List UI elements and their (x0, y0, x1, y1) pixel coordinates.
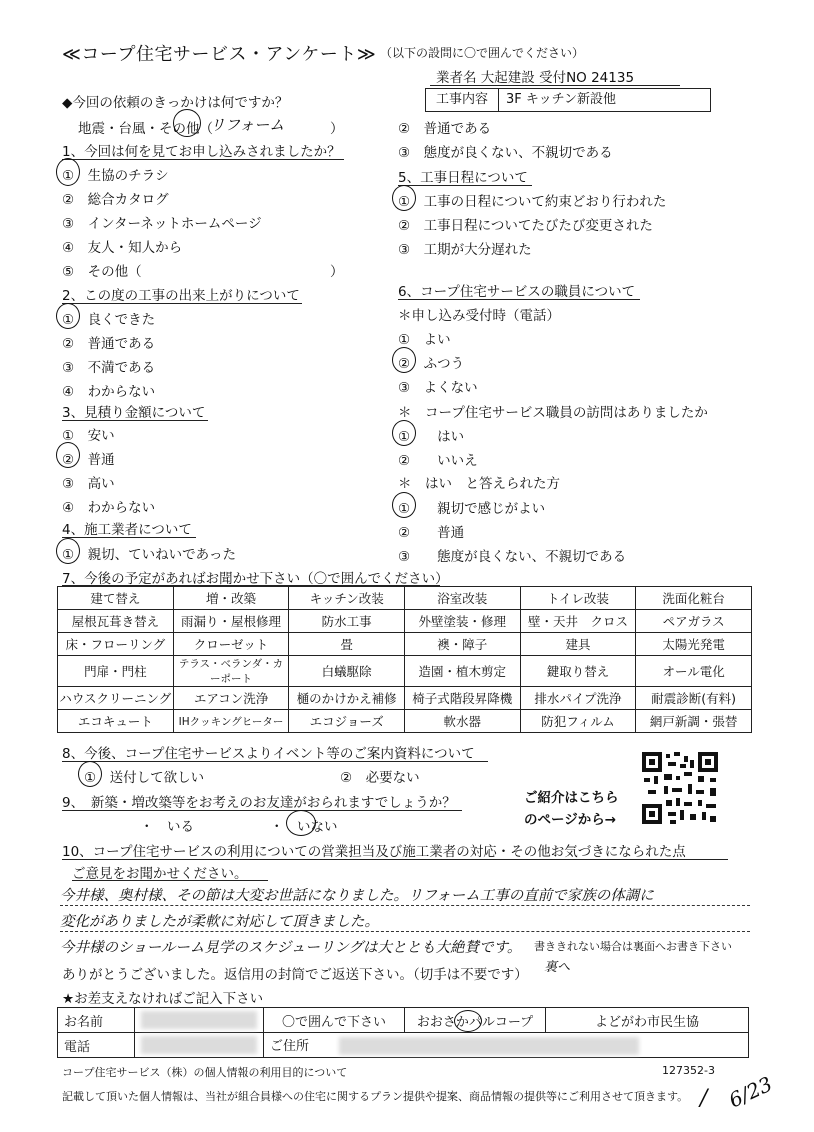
answer-circle (78, 761, 102, 787)
grid-cell[interactable]: 白蟻駆除 (289, 656, 405, 687)
form-code: 127352-3 (662, 1064, 715, 1077)
grid-row (58, 587, 752, 610)
grid-cell[interactable]: 門扉・門柱 (58, 656, 174, 687)
grid-row (58, 633, 752, 656)
grid-cell[interactable]: 網戸新調・張替 (636, 710, 752, 733)
answer-circle (56, 538, 80, 564)
grid-cell[interactable]: 耐震診断(有料) (636, 687, 752, 710)
redacted-address (339, 1037, 639, 1055)
q7-heading: 7、今後の予定があればお聞かせ下さい（〇で囲んでください） (62, 571, 449, 587)
qr-code-icon[interactable] (640, 750, 720, 826)
grid-cell[interactable]: 防水工事 (289, 610, 405, 633)
q10-underline (62, 858, 728, 860)
grid-cell[interactable]: 床・フローリング (58, 633, 174, 656)
address-field[interactable] (264, 1033, 749, 1058)
q1-heading: 1、今回は何を見てお申し込みされましたか？ (62, 144, 341, 160)
handwritten-date: 6/23 (725, 1071, 776, 1113)
q2-item: ① 良くできた (62, 312, 156, 328)
grid-row (58, 687, 752, 710)
grid-row (58, 656, 752, 687)
contact-info-table (57, 1007, 749, 1058)
grid-cell[interactable]: 壁・天井 クロス (520, 610, 636, 633)
closing-text: ありがとうございました。返信用の封筒でご返送下さい。（切手は不要です） (62, 967, 528, 983)
q6-sub1-item: ① よい (398, 332, 451, 348)
comment-line: 今井様のショールーム見学のスケジューリングは大ととも大絶賛です。 (60, 940, 522, 956)
q5-heading: 5、工事日程について (398, 170, 528, 186)
grid-cell[interactable]: 防犯フィルム (520, 710, 636, 733)
grid-cell[interactable]: 軟水器 (404, 710, 520, 733)
comment-line: 今井様、奥村様、その節は大変お世話になりました。リフォーム工事の直前で家族の体調に (60, 888, 654, 904)
referral-line2: のページから→ (524, 812, 617, 828)
q0-question: ◆今回の依頼のきっかけは何ですか？ (62, 95, 289, 111)
comment-rule (60, 931, 750, 932)
grid-cell[interactable]: キッチン改装 (289, 587, 405, 610)
grid-row (58, 710, 752, 733)
grid-cell[interactable]: 鍵取り替え (520, 656, 636, 687)
grid-cell[interactable]: エコジョーズ (289, 710, 405, 733)
grid-cell[interactable]: 外壁塗装・修理 (404, 610, 520, 633)
q6-sub3-item: ③ 態度が良くない、不親切である (398, 549, 627, 565)
q6-sub1-item: ② ふつう (398, 356, 465, 372)
q6-sub2-item: ② いいえ (398, 453, 478, 469)
redacted-phone (141, 1036, 257, 1054)
q5-item: ② 工事日程についてたびたび変更された (398, 218, 653, 234)
q6-sub2: ＊ コープ住宅サービス職員の訪問はありましたか (398, 405, 708, 421)
q0-answer: リフォーム (210, 116, 285, 134)
answer-circle (56, 158, 80, 186)
q6-underline (398, 298, 640, 300)
q8-heading: 8、今後、コープ住宅サービスよりイベント等のご案内資料について (62, 746, 475, 762)
q3-heading: 3、見積り金額について (62, 405, 206, 421)
referral-line1: ご紹介はこちら (524, 790, 619, 806)
answer-circle (454, 1010, 482, 1032)
phone-label: 電話 (58, 1033, 135, 1058)
grid-cell[interactable]: トイレ改装 (520, 587, 636, 610)
grid-cell[interactable]: 太陽光発電 (636, 633, 752, 656)
q6-sub1-item: ③ よくない (398, 380, 478, 396)
q6-sub3-item: ② 普通 (398, 525, 465, 541)
q1-item: ⑤ その他（ (62, 264, 142, 280)
comment-rule (60, 905, 750, 906)
vendor-line: 業者名 大起建設 受付NO 24135 (436, 70, 635, 86)
privacy-text: 記載して頂いた個人情報は、当社が組合員様への住宅に関するプラン提供や提案、商品情報の提供等にご利用させて頂きます。 (62, 1090, 689, 1103)
q5-item: ③ 工期が大分遅れた (398, 242, 532, 258)
q9-underline (62, 809, 462, 811)
page-title: ≪コープ住宅サービス・アンケート≫ (62, 44, 377, 65)
grid-cell[interactable]: 浴室改装 (404, 587, 520, 610)
q4-underline (62, 536, 196, 538)
q8-option-send: ① 送付して欲しい (84, 770, 205, 786)
q0-options: 地震・台風・その他（ (78, 121, 213, 137)
name-label: お名前 (58, 1008, 135, 1033)
handwritten-mark: / (700, 1086, 708, 1111)
grid-cell[interactable]: 洗面化粧台 (636, 587, 752, 610)
q6-sub3-item: ① 親切で感じがよい (398, 501, 546, 517)
q6-sub1: ＊申し込み受付時（電話） (398, 308, 560, 324)
q4-item: ③ 態度が良くない、不親切である (398, 145, 613, 161)
coop-prompt: 〇で囲んで下さい (264, 1008, 405, 1033)
q3-item: ③ 高い (62, 476, 115, 492)
q6-sub3: ＊ はい と答えられた方 (398, 476, 560, 492)
q6-sub2-item: ① はい (398, 429, 465, 445)
answer-circle (56, 303, 80, 329)
q1-item: ④ 友人・知人から (62, 240, 183, 256)
q4-heading: 4、施工業者について (62, 522, 192, 538)
grid-cell[interactable]: オール電化 (636, 656, 752, 687)
q9-heading: 9、 新築・増改築等をお考えのお友達がおられますでしょうか？ (62, 795, 456, 811)
q2-underline (62, 302, 302, 304)
grid-cell[interactable]: IHクッキングヒーター (173, 710, 289, 733)
q5-item: ① 工事の日程について約束どおり行われた (398, 194, 667, 210)
grid-cell[interactable]: ペアガラス (636, 610, 752, 633)
q9-option-yes: ・ いる (140, 819, 194, 835)
redacted-name (141, 1011, 257, 1029)
q1-item: ③ インターネットホームページ (62, 216, 262, 232)
grid-row (58, 610, 752, 633)
grid-cell[interactable]: 椅子式階段昇降機 (404, 687, 520, 710)
answer-circle (392, 347, 416, 373)
q2-heading: 2、この度の工事の出来上がりについて (62, 288, 300, 304)
q2-item: ② 普通である (62, 336, 156, 352)
info-heading: ★お差支えなければご記入下さい (62, 991, 264, 1007)
answer-circle (392, 420, 416, 446)
q10-sub: ご意見をお聞かせください。 (72, 866, 248, 882)
q4-item: ② 普通である (398, 121, 492, 137)
privacy-heading: コープ住宅サービス（株）の個人情報の利用目的について (62, 1066, 348, 1079)
grid-cell[interactable]: ハウスクリーニング (58, 687, 174, 710)
grid-cell[interactable]: 建て替え (58, 587, 174, 610)
grid-cell[interactable]: 増・改築 (173, 587, 289, 610)
q1-underline (62, 158, 344, 160)
grid-cell[interactable]: エアコン洗浄 (173, 687, 289, 710)
q1-item: ② 総合カタログ (62, 192, 169, 208)
q9-option-no: ・ いない (270, 819, 338, 835)
q3-item: ④ わからない (62, 500, 156, 516)
q3-item: ② 普通 (62, 452, 115, 468)
grid-cell[interactable]: 襖・障子 (404, 633, 520, 656)
grid-cell[interactable]: 排水パイプ洗浄 (520, 687, 636, 710)
q2-item: ④ わからない (62, 384, 156, 400)
grid-cell[interactable]: 建具 (520, 633, 636, 656)
work-label: 工事内容 (426, 89, 499, 111)
address-label: ご住所 (270, 1038, 310, 1054)
answer-circle (56, 442, 80, 468)
coop-option-pal-label: おおさかパルコープ (416, 1014, 534, 1030)
phone-field[interactable] (135, 1033, 264, 1058)
work-content-box (425, 88, 711, 112)
q10-heading: 10、コープ住宅サービスの利用についての営業担当及び施工業者の対応・その他お気づきになられた点 (62, 844, 686, 860)
grid-cell[interactable]: 屋根瓦葺き替え (58, 610, 174, 633)
note-back: 書ききれない場合は裏面へお書き下さい (534, 940, 732, 953)
answer-circle (392, 492, 416, 518)
future-plans-grid (57, 586, 752, 733)
grid-cell[interactable]: エコキュート (58, 710, 174, 733)
answer-circle (173, 109, 201, 137)
q2-item: ③ 不満である (62, 360, 156, 376)
q5-underline (398, 184, 532, 186)
vendor-underline (430, 84, 680, 86)
answer-circle (286, 810, 316, 836)
grid-cell[interactable]: 樋のかけかえ補修 (289, 687, 405, 710)
grid-cell[interactable]: 造園・植木剪定 (404, 656, 520, 687)
grid-cell[interactable]: 雨漏り・屋根修理 (173, 610, 289, 633)
q1-item: ① 生協のチラシ (62, 168, 169, 184)
instruction-text: （以下の設問に〇で囲んでください） (380, 46, 585, 60)
q8-underline (62, 760, 488, 762)
comment-line: 変化がありましたが柔軟に対応して頂きました。 (60, 914, 379, 930)
q1-item-close: ） (330, 264, 344, 280)
coop-option-yodogawa[interactable] (546, 1008, 749, 1033)
q10-sub-underline (72, 879, 268, 881)
grid-cell[interactable]: 畳 (289, 633, 405, 656)
name-field[interactable] (135, 1008, 264, 1033)
q3-underline (62, 419, 208, 421)
note-back-hand: 裏へ (544, 960, 571, 975)
grid-cell[interactable]: テラス・ベランダ・カーポート (173, 656, 289, 687)
q6-heading: 6、コープ住宅サービスの職員について (398, 284, 636, 300)
coop-option-yodogawa-label: よどがわ市民生協 (594, 1014, 699, 1030)
q8-option-not-needed: ② 必要ない (340, 770, 420, 786)
work-value: 3F キッチン新設他 (506, 92, 616, 107)
grid-cell[interactable]: クローゼット (173, 633, 289, 656)
answer-circle (392, 185, 416, 211)
q4-item: ① 親切、ていねいであった (62, 547, 236, 563)
q0-close: ） (330, 121, 344, 137)
q3-item: ① 安い (62, 428, 115, 444)
